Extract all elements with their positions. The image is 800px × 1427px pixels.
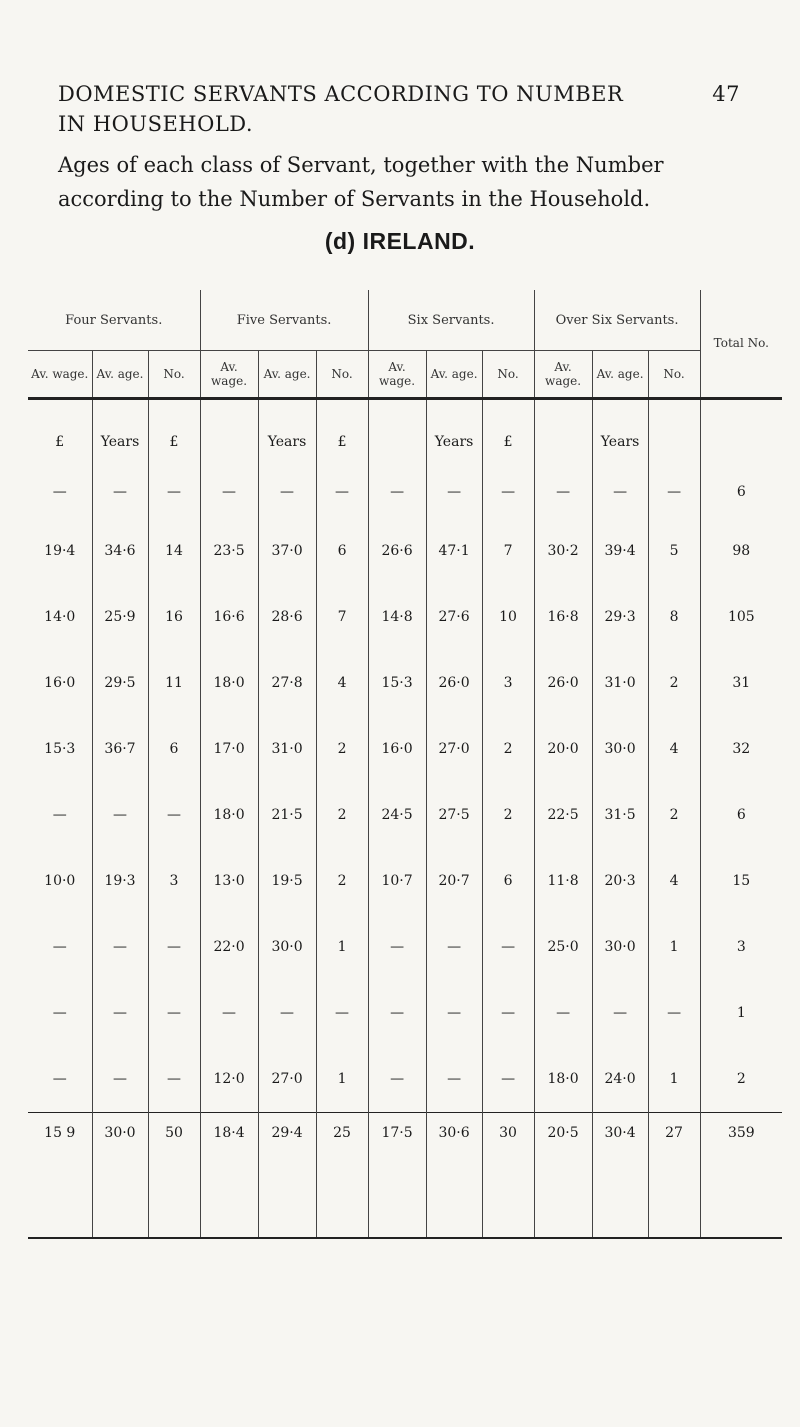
table-cell: 16·0 — [44, 675, 76, 691]
table-row — [28, 584, 782, 650]
table-cell: — — [92, 782, 148, 848]
page-title: DOMESTIC SERVANTS ACCORDING TO NUMBER — [58, 82, 624, 106]
table-cell: Years — [592, 399, 648, 467]
table-cell: 1 — [700, 980, 782, 1046]
table-row — [28, 650, 782, 716]
table-cell: 3 — [482, 650, 534, 716]
table-cell: — — [426, 914, 482, 980]
table-cell: — — [426, 1046, 482, 1113]
table-cell: 10 — [482, 584, 534, 650]
column-header: No. — [482, 351, 534, 399]
column-header: No. — [148, 351, 200, 399]
table-cell: 30·2 — [534, 518, 592, 584]
table-cell: 1 — [316, 1046, 368, 1113]
table-cell: 28·6 — [258, 584, 316, 650]
table-cell: — — [148, 466, 200, 518]
column-header: No. — [316, 351, 368, 399]
column-header: Av. wage. — [28, 351, 92, 399]
table-cell: 15·3 — [368, 650, 426, 716]
table-cell: 27·0 — [426, 716, 482, 782]
table-cell: Years — [258, 399, 316, 467]
table-cell: 24·5 — [368, 782, 426, 848]
table-cell: 39·4 — [592, 518, 648, 584]
table-row — [28, 914, 782, 980]
table-cell: — — [52, 484, 67, 500]
table-cell: 30·0 — [258, 914, 316, 980]
table-cell: — — [648, 466, 700, 518]
table-caption — [58, 148, 748, 216]
table-cell: Years — [426, 399, 482, 467]
table-cell: — — [316, 466, 368, 518]
table-cell: 2 — [648, 650, 700, 716]
table-cell: 8 — [648, 584, 700, 650]
table-cell: — — [368, 1046, 426, 1113]
table-cell: 26·0 — [534, 650, 592, 716]
table-cell: 18·0 — [200, 782, 258, 848]
table-cell: 16 — [148, 584, 200, 650]
table-row — [28, 1046, 782, 1113]
table-row — [28, 782, 782, 848]
group-header-over-six: Over Six Servants. — [534, 290, 700, 351]
table-cell: — — [148, 1046, 200, 1113]
table-cell: 16·0 — [368, 716, 426, 782]
table-cell: 22·5 — [534, 782, 592, 848]
table-cell: 27 — [648, 1113, 700, 1239]
servants-table — [28, 290, 782, 1239]
table-cell: 6 — [700, 466, 782, 518]
table-cell: 105 — [700, 584, 782, 650]
group-header-five: Five Servants. — [200, 290, 368, 351]
table-cell: 17·5 — [368, 1113, 426, 1239]
table-cell: £ — [55, 434, 65, 450]
table-cell: — — [148, 980, 200, 1046]
table-cell: — — [534, 980, 592, 1046]
table-cell: 31·0 — [258, 716, 316, 782]
table-cell: 18·4 — [200, 1113, 258, 1239]
table-cell: Years — [92, 399, 148, 467]
group-header-six: Six Servants. — [368, 290, 534, 351]
table-cell: 4 — [648, 848, 700, 914]
table-cell: 20·3 — [592, 848, 648, 914]
table-cell: — — [482, 1046, 534, 1113]
table-cell: 34·6 — [92, 518, 148, 584]
table-cell: — — [52, 1005, 67, 1021]
group-header-row — [28, 290, 782, 351]
table-cell: £ — [482, 399, 534, 467]
table-cell: — — [92, 466, 148, 518]
table-row — [28, 980, 782, 1046]
table-cell: 25 — [316, 1113, 368, 1239]
table-cell: £ — [148, 399, 200, 467]
table-cell: 2 — [482, 716, 534, 782]
table-cell: — — [368, 980, 426, 1046]
table-cell: 10·0 — [44, 873, 76, 889]
column-header: Av. age. — [258, 351, 316, 399]
table-cell: 26·0 — [426, 650, 482, 716]
table-cell: 30·4 — [592, 1113, 648, 1239]
table-cell: 11 — [148, 650, 200, 716]
table-cell: 31·0 — [592, 650, 648, 716]
table-cell: 7 — [316, 584, 368, 650]
page-number: 47 — [712, 82, 740, 106]
table-cell: 5 — [648, 518, 700, 584]
table-cell: — — [482, 466, 534, 518]
table-cell: 17·0 — [200, 716, 258, 782]
table-cell — [200, 399, 258, 467]
table-row — [28, 466, 782, 518]
page-title-continued: IN HOUSEHOLD. — [58, 112, 254, 136]
table-cell: — — [200, 466, 258, 518]
table-cell: 18·0 — [200, 650, 258, 716]
table-cell: 14·0 — [44, 609, 76, 625]
section-heading: (d) IRELAND. — [324, 228, 476, 254]
table-cell: 2 — [316, 848, 368, 914]
table-cell: — — [148, 782, 200, 848]
table-cell: 15 9 — [28, 1113, 92, 1239]
group-header-four: Four Servants. — [65, 312, 163, 328]
table-cell: — — [200, 980, 258, 1046]
table-cell: 30·6 — [426, 1113, 482, 1239]
table-cell: 15 — [700, 848, 782, 914]
table-cell: — — [592, 980, 648, 1046]
table-cell: 1 — [316, 914, 368, 980]
table-body — [28, 399, 782, 1239]
table-cell — [534, 399, 592, 467]
table-row — [28, 848, 782, 914]
table-cell: — — [92, 980, 148, 1046]
table-cell: 29·3 — [592, 584, 648, 650]
table-cell: 31·5 — [592, 782, 648, 848]
totals-row — [28, 1113, 782, 1239]
column-header: Av. wage. — [368, 351, 426, 399]
table-cell: 36·7 — [92, 716, 148, 782]
table-cell: — — [316, 980, 368, 1046]
table-cell: 16·8 — [534, 584, 592, 650]
table-cell: 30·0 — [92, 1113, 148, 1239]
table-cell — [648, 399, 700, 467]
caption-line-2: according to the Number of Servants in the Household. — [58, 187, 651, 211]
table-cell: 25·9 — [92, 584, 148, 650]
table-cell: 1 — [648, 1046, 700, 1113]
table-cell — [700, 399, 782, 467]
table-cell: 3 — [700, 914, 782, 980]
table-cell: — — [148, 914, 200, 980]
total-header: Total No. — [700, 290, 782, 399]
table-cell: 2 — [316, 716, 368, 782]
table-cell: 2 — [700, 1046, 782, 1113]
table-cell: 21·5 — [258, 782, 316, 848]
table-cell: — — [592, 466, 648, 518]
table-row — [28, 716, 782, 782]
table-cell: 23·5 — [200, 518, 258, 584]
caption-line-1: Ages of each class of Servant, together with the Number — [58, 153, 664, 177]
table-cell: 2 — [316, 782, 368, 848]
table-cell: 3 — [148, 848, 200, 914]
table-cell: 6 — [316, 518, 368, 584]
table-cell: — — [258, 980, 316, 1046]
table-cell: 98 — [700, 518, 782, 584]
table-cell: 37·0 — [258, 518, 316, 584]
table-cell: — — [368, 914, 426, 980]
table-cell: 29·5 — [92, 650, 148, 716]
table-cell: — — [92, 914, 148, 980]
table-cell: 30·0 — [592, 914, 648, 980]
table-cell: — — [534, 466, 592, 518]
table-cell: — — [92, 1046, 148, 1113]
table-cell — [368, 399, 426, 467]
table-cell: 10·7 — [368, 848, 426, 914]
table-cell: 19·3 — [92, 848, 148, 914]
table-cell: 31 — [700, 650, 782, 716]
table-cell: 30 — [482, 1113, 534, 1239]
table-cell: 16·6 — [200, 584, 258, 650]
table-cell: 25·0 — [534, 914, 592, 980]
table-cell: 50 — [148, 1113, 200, 1239]
table-cell: — — [482, 914, 534, 980]
table-cell: 29·4 — [258, 1113, 316, 1239]
table-cell: 26·6 — [368, 518, 426, 584]
table-cell: £ — [316, 399, 368, 467]
table-cell: 19·4 — [44, 543, 76, 559]
table-cell: 22·0 — [200, 914, 258, 980]
table-cell: 6 — [700, 782, 782, 848]
table-cell: 6 — [482, 848, 534, 914]
table-cell: 47·1 — [426, 518, 482, 584]
servants-table-wrapper — [28, 290, 782, 1239]
table-cell: 27·5 — [426, 782, 482, 848]
table-cell: 18·0 — [534, 1046, 592, 1113]
table-cell: 27·8 — [258, 650, 316, 716]
table-cell: 19·5 — [258, 848, 316, 914]
table-cell: — — [258, 466, 316, 518]
table-cell: 15·3 — [44, 741, 76, 757]
table-cell: 2 — [648, 782, 700, 848]
table-row — [28, 518, 782, 584]
units-row — [28, 399, 782, 467]
table-cell: 20·0 — [534, 716, 592, 782]
table-cell: 20·7 — [426, 848, 482, 914]
table-cell: 4 — [316, 650, 368, 716]
table-cell: 12·0 — [200, 1046, 258, 1113]
table-cell: — — [426, 980, 482, 1046]
column-header-row — [28, 351, 782, 399]
column-header: Av. age. — [426, 351, 482, 399]
table-cell: — — [52, 807, 67, 823]
column-header: Av. wage. — [534, 351, 592, 399]
table-cell: 11·8 — [534, 848, 592, 914]
table-cell: — — [368, 466, 426, 518]
table-cell: — — [52, 1071, 67, 1087]
table-cell: 20·5 — [534, 1113, 592, 1239]
table-cell: 24·0 — [592, 1046, 648, 1113]
table-cell: 7 — [482, 518, 534, 584]
table-cell: 6 — [148, 716, 200, 782]
column-header: Av. age. — [92, 351, 148, 399]
table-cell: — — [482, 980, 534, 1046]
table-cell: 13·0 — [200, 848, 258, 914]
column-header: Av. age. — [592, 351, 648, 399]
table-cell: 2 — [482, 782, 534, 848]
table-cell: — — [426, 466, 482, 518]
table-cell: 1 — [648, 914, 700, 980]
column-header: No. — [648, 351, 700, 399]
table-cell: — — [648, 980, 700, 1046]
table-cell: 32 — [700, 716, 782, 782]
table-cell: — — [52, 939, 67, 955]
table-cell: 27·0 — [258, 1046, 316, 1113]
table-cell: 14 — [148, 518, 200, 584]
table-cell: 359 — [700, 1113, 782, 1239]
column-header: Av. wage. — [200, 351, 258, 399]
table-cell: 30·0 — [592, 716, 648, 782]
table-cell: 14·8 — [368, 584, 426, 650]
table-cell: 4 — [648, 716, 700, 782]
table-cell: 27·6 — [426, 584, 482, 650]
